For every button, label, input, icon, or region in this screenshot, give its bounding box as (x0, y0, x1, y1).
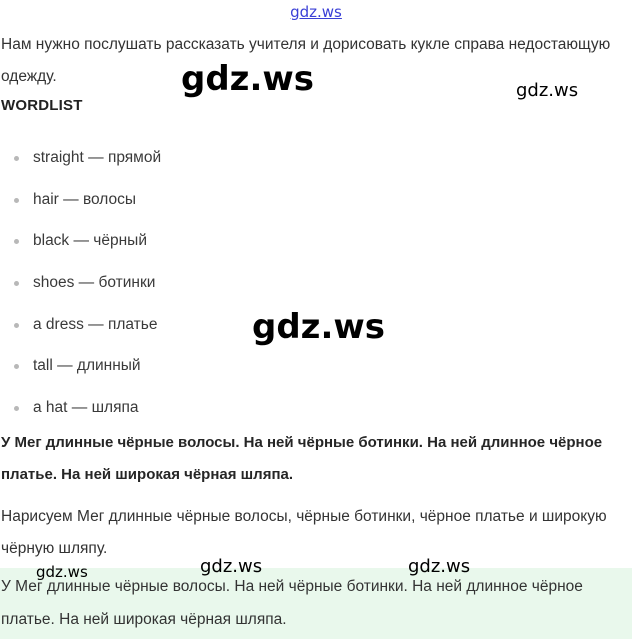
bullet-icon (14, 239, 19, 244)
watermark: gdz.ws (36, 563, 88, 581)
list-item (0, 141, 161, 183)
task-instruction: Нам нужно послушать рассказать учителя и дорисовать кукле справа недостающую одежду. (1, 36, 611, 85)
word-pair: hair — волосы (33, 190, 137, 208)
bullet-icon (14, 364, 19, 369)
wordlist (0, 141, 161, 433)
list-item (0, 224, 161, 266)
bullet-icon (14, 406, 19, 411)
bullet-icon (14, 156, 19, 161)
watermark: gdz.ws (408, 556, 471, 577)
answer-box-text: У Мег длинные чёрные волосы. На ней чёрные ботинки. На ней длинное чёрное платье. На ней широкая чёрная шляпа. (1, 578, 583, 628)
watermark: gdz.ws (181, 59, 315, 99)
watermark: gdz.ws (200, 556, 263, 577)
watermark: gdz.ws (516, 80, 579, 101)
bold-answer-text: У Мег длинные чёрные волосы. На ней чёрные ботинки. На ней длинное чёрное платье. На ней широкая чёрная шляпа. (1, 434, 603, 483)
bullet-icon (14, 198, 19, 203)
word-pair: a dress — платье (33, 315, 158, 333)
list-item (0, 349, 161, 391)
list-item (0, 266, 161, 308)
word-pair: a hat — шляпа (33, 399, 139, 417)
watermark: gdz.ws (252, 307, 386, 347)
word-pair: black — чёрный (33, 232, 147, 250)
bullet-icon (14, 281, 19, 286)
list-item (0, 183, 161, 225)
word-pair: straight — прямой (33, 149, 162, 166)
site-link-watermark[interactable]: gdz.ws (290, 3, 342, 21)
list-item (0, 308, 161, 350)
drawing-note: Нарисуем Мег длинные чёрные волосы, чёрные ботинки, чёрное платье и широкую чёрную шляпу. (1, 508, 607, 557)
word-pair: shoes — ботинки (33, 274, 156, 292)
bullet-icon (14, 323, 19, 328)
word-pair: tall — длинный (33, 357, 141, 375)
wordlist-heading: WORDLIST (1, 97, 83, 114)
